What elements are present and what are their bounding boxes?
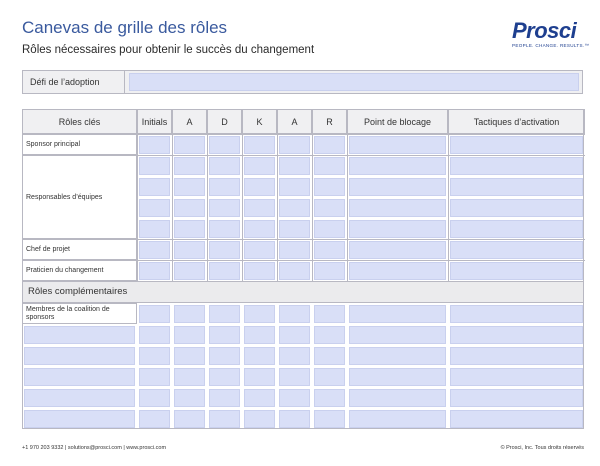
- key-role-label: Praticien du changement: [22, 260, 137, 281]
- cell-input-comp4-c5[interactable]: [279, 389, 310, 407]
- cell-input-key1r0-c5[interactable]: [279, 157, 310, 175]
- cell-input-comp4-c7[interactable]: [349, 389, 446, 407]
- complementary-role-input[interactable]: [24, 368, 135, 386]
- complementary-role-input[interactable]: [24, 347, 135, 365]
- cell-input-comp1-c5[interactable]: [279, 326, 310, 344]
- cell-input-key3r0-c4[interactable]: [244, 262, 275, 280]
- cell-input-comp2-c5[interactable]: [279, 347, 310, 365]
- cell-input-comp1-c7[interactable]: [349, 326, 446, 344]
- cell-input-comp0-c2[interactable]: [174, 305, 205, 323]
- section-complementary-roles: Rôles complémentaires: [22, 281, 584, 303]
- cell-input-comp2-c4[interactable]: [244, 347, 275, 365]
- column-header-1: Initials: [137, 109, 172, 134]
- cell-input-key3r0-c8[interactable]: [450, 262, 583, 280]
- column-header-6: R: [312, 109, 347, 134]
- cell-input-key1r2-c3[interactable]: [209, 199, 240, 217]
- cell-input-key2r0-c8[interactable]: [450, 241, 583, 259]
- footer-copyright: © Prosci, Inc. Tous droits réservés: [500, 445, 584, 451]
- cell-input-key1r3-c3[interactable]: [209, 220, 240, 238]
- cell-input-comp5-c5[interactable]: [279, 410, 310, 428]
- cell-input-key1r1-c2[interactable]: [174, 178, 205, 196]
- cell-input-comp4-c6[interactable]: [314, 389, 345, 407]
- complementary-role-label: Membres de la coalition de sponsors: [22, 303, 137, 324]
- cell-input-key1r3-c2[interactable]: [174, 220, 205, 238]
- cell-input-key0r0-c7[interactable]: [349, 136, 446, 154]
- cell-input-key1r1-c7[interactable]: [349, 178, 446, 196]
- adoption-challenge-row: [22, 70, 583, 94]
- column-header-2: A: [172, 109, 207, 134]
- column-header-3: D: [207, 109, 242, 134]
- cell-input-key0r0-c8[interactable]: [450, 136, 583, 154]
- cell-input-comp0-c3[interactable]: [209, 305, 240, 323]
- cell-input-key1r1-c5[interactable]: [279, 178, 310, 196]
- cell-input-key1r1-c8[interactable]: [450, 178, 583, 196]
- cell-input-comp2-c8[interactable]: [450, 347, 583, 365]
- cell-input-comp0-c6[interactable]: [314, 305, 345, 323]
- cell-input-key3r0-c2[interactable]: [174, 262, 205, 280]
- cell-input-key1r1-c3[interactable]: [209, 178, 240, 196]
- cell-input-comp0-c4[interactable]: [244, 305, 275, 323]
- cell-input-comp5-c6[interactable]: [314, 410, 345, 428]
- cell-input-comp3-c1[interactable]: [139, 368, 170, 386]
- cell-input-key1r0-c7[interactable]: [349, 157, 446, 175]
- key-role-label: Chef de projet: [22, 239, 137, 260]
- cell-input-key0r0-c1[interactable]: [139, 136, 170, 154]
- cell-input-key3r0-c7[interactable]: [349, 262, 446, 280]
- cell-input-comp3-c5[interactable]: [279, 368, 310, 386]
- key-role-label: Sponsor principal: [22, 134, 137, 155]
- cell-input-key1r0-c3[interactable]: [209, 157, 240, 175]
- cell-input-key3r0-c5[interactable]: [279, 262, 310, 280]
- cell-input-key3r0-c6[interactable]: [314, 262, 345, 280]
- cell-input-key1r3-c7[interactable]: [349, 220, 446, 238]
- page-subtitle: Rôles nécessaires pour obtenir le succès du changement: [22, 44, 315, 56]
- cell-input-comp0-c1[interactable]: [139, 305, 170, 323]
- roles-grid: [22, 109, 584, 431]
- column-header-0: Rôles clés: [22, 109, 137, 134]
- cell-input-comp3-c6[interactable]: [314, 368, 345, 386]
- cell-input-comp4-c8[interactable]: [450, 389, 583, 407]
- cell-input-key1r3-c6[interactable]: [314, 220, 345, 238]
- cell-input-key1r3-c4[interactable]: [244, 220, 275, 238]
- cell-input-key1r0-c1[interactable]: [139, 157, 170, 175]
- cell-input-key2r0-c1[interactable]: [139, 241, 170, 259]
- key-role-label: Responsables d’équipes: [22, 155, 137, 239]
- logo-wordmark: Prosci: [512, 18, 577, 43]
- logo-tagline: PEOPLE. CHANGE. RESULTS.™: [512, 43, 590, 48]
- cell-input-comp2-c3[interactable]: [209, 347, 240, 365]
- cell-input-key1r0-c8[interactable]: [450, 157, 583, 175]
- cell-input-comp3-c7[interactable]: [349, 368, 446, 386]
- cell-input-key1r2-c7[interactable]: [349, 199, 446, 217]
- cell-input-comp2-c6[interactable]: [314, 347, 345, 365]
- cell-input-comp5-c2[interactable]: [174, 410, 205, 428]
- cell-input-key1r2-c4[interactable]: [244, 199, 275, 217]
- cell-input-comp4-c2[interactable]: [174, 389, 205, 407]
- cell-input-comp2-c2[interactable]: [174, 347, 205, 365]
- cell-input-key1r1-c1[interactable]: [139, 178, 170, 196]
- page-title: Canevas de grille des rôles: [22, 18, 228, 37]
- cell-input-key1r1-c6[interactable]: [314, 178, 345, 196]
- cell-input-comp5-c4[interactable]: [244, 410, 275, 428]
- cell-input-key0r0-c6[interactable]: [314, 136, 345, 154]
- cell-input-comp5-c1[interactable]: [139, 410, 170, 428]
- cell-input-comp1-c6[interactable]: [314, 326, 345, 344]
- cell-input-comp3-c4[interactable]: [244, 368, 275, 386]
- cell-input-key0r0-c2[interactable]: [174, 136, 205, 154]
- cell-input-key1r2-c5[interactable]: [279, 199, 310, 217]
- cell-input-comp1-c2[interactable]: [174, 326, 205, 344]
- column-header-7: Point de blocage: [347, 109, 448, 134]
- cell-input-comp1-c3[interactable]: [209, 326, 240, 344]
- cell-input-key1r3-c8[interactable]: [450, 220, 583, 238]
- column-header-4: K: [242, 109, 277, 134]
- complementary-role-input[interactable]: [24, 389, 135, 407]
- cell-input-comp2-c1[interactable]: [139, 347, 170, 365]
- cell-input-key2r0-c5[interactable]: [279, 241, 310, 259]
- cell-input-key1r2-c8[interactable]: [450, 199, 583, 217]
- prosci-logo: [512, 18, 590, 54]
- cell-input-key2r0-c6[interactable]: [314, 241, 345, 259]
- footer-contact: +1 970 203 9332 | solutions@prosci.com | www.prosci.com: [22, 445, 167, 451]
- cell-input-comp2-c7[interactable]: [349, 347, 446, 365]
- column-header-5: A: [277, 109, 312, 134]
- cell-input-comp0-c7[interactable]: [349, 305, 446, 323]
- cell-input-key1r3-c1[interactable]: [139, 220, 170, 238]
- cell-input-comp5-c3[interactable]: [209, 410, 240, 428]
- cell-input-key1r0-c4[interactable]: [244, 157, 275, 175]
- cell-input-comp0-c5[interactable]: [279, 305, 310, 323]
- cell-input-key1r0-c6[interactable]: [314, 157, 345, 175]
- cell-input-key2r0-c3[interactable]: [209, 241, 240, 259]
- cell-input-key3r0-c3[interactable]: [209, 262, 240, 280]
- cell-input-key2r0-c7[interactable]: [349, 241, 446, 259]
- cell-input-key1r2-c6[interactable]: [314, 199, 345, 217]
- cell-input-comp4-c1[interactable]: [139, 389, 170, 407]
- cell-input-key1r0-c2[interactable]: [174, 157, 205, 175]
- cell-input-key1r2-c2[interactable]: [174, 199, 205, 217]
- adoption-challenge-field[interactable]: [129, 73, 579, 91]
- cell-input-comp1-c1[interactable]: [139, 326, 170, 344]
- cell-input-comp3-c8[interactable]: [450, 368, 583, 386]
- cell-input-key0r0-c5[interactable]: [279, 136, 310, 154]
- cell-input-key1r3-c5[interactable]: [279, 220, 310, 238]
- cell-input-key1r1-c4[interactable]: [244, 178, 275, 196]
- cell-input-comp4-c4[interactable]: [244, 389, 275, 407]
- cell-input-key2r0-c4[interactable]: [244, 241, 275, 259]
- column-header-8: Tactiques d’activation: [448, 109, 585, 134]
- cell-input-comp3-c2[interactable]: [174, 368, 205, 386]
- cell-input-key0r0-c3[interactable]: [209, 136, 240, 154]
- cell-input-comp4-c3[interactable]: [209, 389, 240, 407]
- adoption-challenge-label: Défi de l’adoption: [23, 71, 125, 93]
- complementary-role-input[interactable]: [24, 410, 135, 428]
- cell-input-key3r0-c1[interactable]: [139, 262, 170, 280]
- cell-input-key2r0-c2[interactable]: [174, 241, 205, 259]
- cell-input-comp5-c7[interactable]: [349, 410, 446, 428]
- cell-input-comp3-c3[interactable]: [209, 368, 240, 386]
- cell-input-comp1-c8[interactable]: [450, 326, 583, 344]
- cell-input-key0r0-c4[interactable]: [244, 136, 275, 154]
- complementary-role-input[interactable]: [24, 326, 135, 344]
- cell-input-comp0-c8[interactable]: [450, 305, 583, 323]
- cell-input-comp1-c4[interactable]: [244, 326, 275, 344]
- cell-input-key1r2-c1[interactable]: [139, 199, 170, 217]
- cell-input-comp5-c8[interactable]: [450, 410, 583, 428]
